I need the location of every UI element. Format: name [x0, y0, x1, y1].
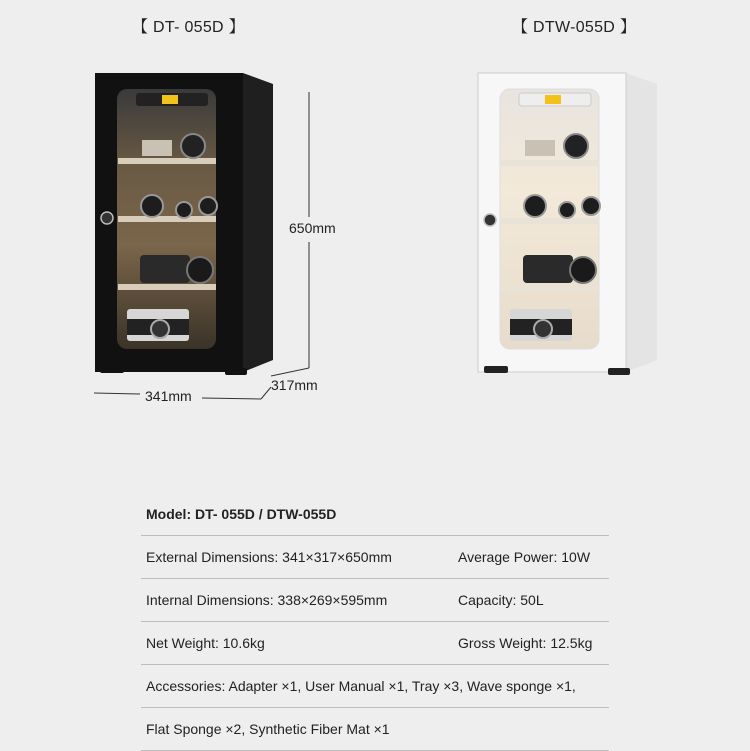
net-weight: Net Weight: 10.6kg: [146, 635, 265, 651]
spec-row: [141, 536, 609, 579]
display-icon: [545, 95, 561, 104]
internal-dimensions: Internal Dimensions: 338×269×595mm: [146, 592, 388, 608]
product-title-dt055d: 【 DT- 055D 】: [132, 19, 245, 36]
depth-label: 317mm: [271, 377, 318, 393]
accessories-continued: Flat Sponge ×2, Synthetic Fiber Mat ×1: [146, 721, 390, 737]
external-dimensions: External Dimensions: 341×317×650mm: [146, 549, 392, 565]
lock-icon: [101, 212, 113, 224]
gross-weight: Gross Weight: 12.5kg: [458, 635, 593, 651]
spec-row: [141, 622, 609, 665]
capacity: Capacity: 50L: [458, 592, 544, 608]
display-icon: [162, 95, 178, 104]
height-label: 650mm: [289, 220, 336, 236]
model-text: Model: DT- 055D / DTW-055D: [146, 506, 337, 522]
spec-row: [141, 665, 609, 708]
spec-row: [141, 708, 609, 751]
lock-icon: [484, 214, 496, 226]
spec-table: [141, 493, 609, 751]
white-cabinet: [478, 73, 657, 375]
spec-row-model: [141, 493, 609, 536]
width-label: 341mm: [145, 388, 192, 404]
spec-row: [141, 579, 609, 622]
product-title-dtw055d: 【 DTW-055D 】: [512, 19, 637, 36]
black-cabinet: [95, 73, 273, 375]
average-power: Average Power: 10W: [458, 549, 591, 565]
accessories: Accessories: Adapter ×1, User Manual ×1, Tray ×3, Wave sponge ×1,: [146, 678, 576, 694]
